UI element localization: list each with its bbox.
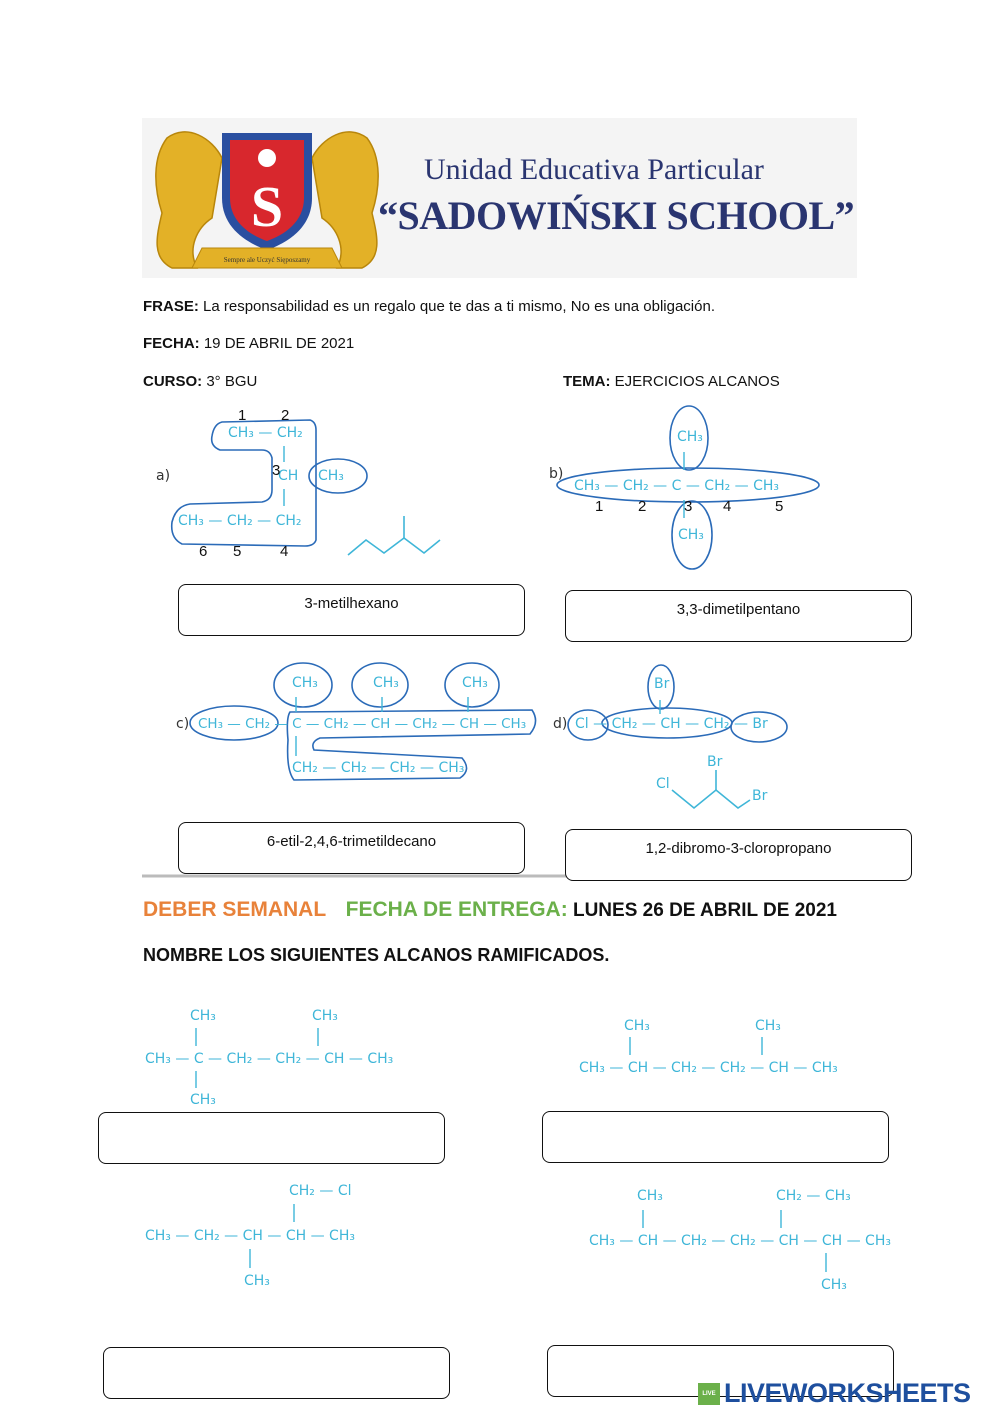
- q4-top-1: CH₃: [637, 1188, 663, 1204]
- frase-text: La responsabilidad es un regalo que te das a ti mismo, No es una obligación.: [198, 298, 715, 315]
- example-c-top-2: CH₃: [373, 675, 399, 691]
- example-c-bottom: CH₂ — CH₂ — CH₂ — CH₃: [292, 760, 465, 776]
- q4-top-2: CH₂ — CH₃: [776, 1188, 851, 1204]
- example-c-answer-box[interactable]: 6-etil-2,4,6-trimetildecano: [178, 822, 525, 874]
- fecha-label: FECHA:: [143, 335, 200, 352]
- liveworksheets-logo-icon: LIVE: [698, 1383, 720, 1405]
- q4-chain: CH₃ — CH — CH₂ — CH₂ — CH — CH — CH₃: [589, 1233, 891, 1249]
- homework-instruction: NOMBRE LOS SIGUIENTES ALCANOS RAMIFICADOS.: [143, 945, 610, 965]
- q3-answer-box[interactable]: [103, 1347, 450, 1399]
- frase-label: FRASE:: [143, 298, 199, 315]
- liveworksheets-text: LIVEWORKSHEETS: [724, 1378, 971, 1408]
- q2-top-1: CH₃: [624, 1018, 650, 1034]
- example-b-num-4: 4: [723, 498, 732, 515]
- example-b-letter: b): [549, 466, 564, 482]
- example-a-bottom-chain: CH₃ — CH₂ — CH₂: [178, 513, 302, 529]
- example-a-branch: CH₃: [318, 468, 344, 484]
- q1-bottom: CH₃: [190, 1092, 216, 1108]
- example-d-skeletal-cl: Cl: [656, 776, 670, 792]
- example-a-answer-box[interactable]: 3-metilhexano: [178, 584, 525, 636]
- example-d-answer-box[interactable]: 1,2-dibromo-3-cloropropano: [565, 829, 912, 881]
- example-a-mid: CH: [278, 468, 299, 484]
- homework-due-label: FECHA DE ENTREGA:: [345, 898, 568, 921]
- example-a-num-6: 6: [199, 543, 208, 560]
- q2-answer-box[interactable]: [542, 1111, 889, 1163]
- q1-chain: CH₃ — C — CH₂ — CH₂ — CH — CH₃: [145, 1051, 394, 1067]
- homework-title: DEBER SEMANAL: [143, 898, 326, 921]
- example-b-num-1: 1: [595, 498, 604, 515]
- example-a-num-5: 5: [233, 543, 242, 560]
- q2-chain: CH₃ — CH — CH₂ — CH₂ — CH — CH₃: [579, 1060, 838, 1076]
- q1-top-1: CH₃: [190, 1008, 216, 1024]
- curso-text: 3° BGU: [202, 373, 258, 390]
- example-b-num-5: 5: [775, 498, 784, 515]
- curso-label: CURSO:: [143, 373, 203, 390]
- example-b-bottom: CH₃: [678, 527, 704, 543]
- tema-label: TEMA:: [563, 373, 611, 390]
- example-a-letter: a): [156, 468, 171, 484]
- example-d-top: Br: [654, 676, 670, 692]
- school-name-line1: Unidad Educativa Particular: [424, 153, 764, 186]
- fecha-text: 19 DE ABRIL DE 2021: [199, 335, 355, 352]
- tema-text: EJERCICIOS ALCANOS: [610, 373, 780, 390]
- example-d-chain: Cl — CH₂ — CH — CH₂ — Br: [575, 716, 768, 732]
- example-a-top-chain: CH₃ — CH₂: [228, 425, 303, 441]
- example-a-num-2: 2: [281, 407, 290, 424]
- example-d-skeletal-br-top: Br: [707, 754, 723, 770]
- example-b-num-2: 2: [638, 498, 647, 515]
- school-name-line2: “SADOWIŃSKI SCHOOL”: [378, 193, 855, 238]
- example-d-skeletal-br-right: Br: [752, 788, 768, 804]
- q3-top: CH₂ — Cl: [289, 1183, 352, 1199]
- example-b-answer-box[interactable]: 3,3-dimetilpentano: [565, 590, 912, 642]
- example-b-num-3: 3: [684, 498, 693, 515]
- homework-heading: [143, 898, 837, 922]
- example-c-chain: CH₃ — CH₂ — C — CH₂ — CH — CH₂ — CH — CH₃: [198, 716, 527, 732]
- example-c-letter: c): [176, 716, 190, 732]
- homework-due-date: LUNES 26 DE ABRIL DE 2021: [567, 900, 837, 921]
- example-b-top: CH₃: [677, 429, 703, 445]
- example-a-num-3: 3: [272, 462, 281, 479]
- q3-bottom: CH₃: [244, 1273, 270, 1289]
- crest-motto: Sempre ale Uczyć Sięposzamy: [223, 256, 311, 264]
- q2-top-2: CH₃: [755, 1018, 781, 1034]
- liveworksheets-watermark: [698, 1378, 971, 1409]
- q1-top-2: CH₃: [312, 1008, 338, 1024]
- example-a-num-4: 4: [280, 543, 289, 560]
- example-c-top-3: CH₃: [462, 675, 488, 691]
- example-c-top-1: CH₃: [292, 675, 318, 691]
- example-a-num-1: 1: [238, 407, 247, 424]
- crest-letter: S: [250, 174, 284, 239]
- q3-chain: CH₃ — CH₂ — CH — CH — CH₃: [145, 1228, 355, 1244]
- example-d-letter: d): [553, 716, 568, 732]
- q4-bottom: CH₃: [821, 1277, 847, 1293]
- example-b-chain: CH₃ — CH₂ — C — CH₂ — CH₃: [574, 478, 780, 494]
- q1-answer-box[interactable]: [98, 1112, 445, 1164]
